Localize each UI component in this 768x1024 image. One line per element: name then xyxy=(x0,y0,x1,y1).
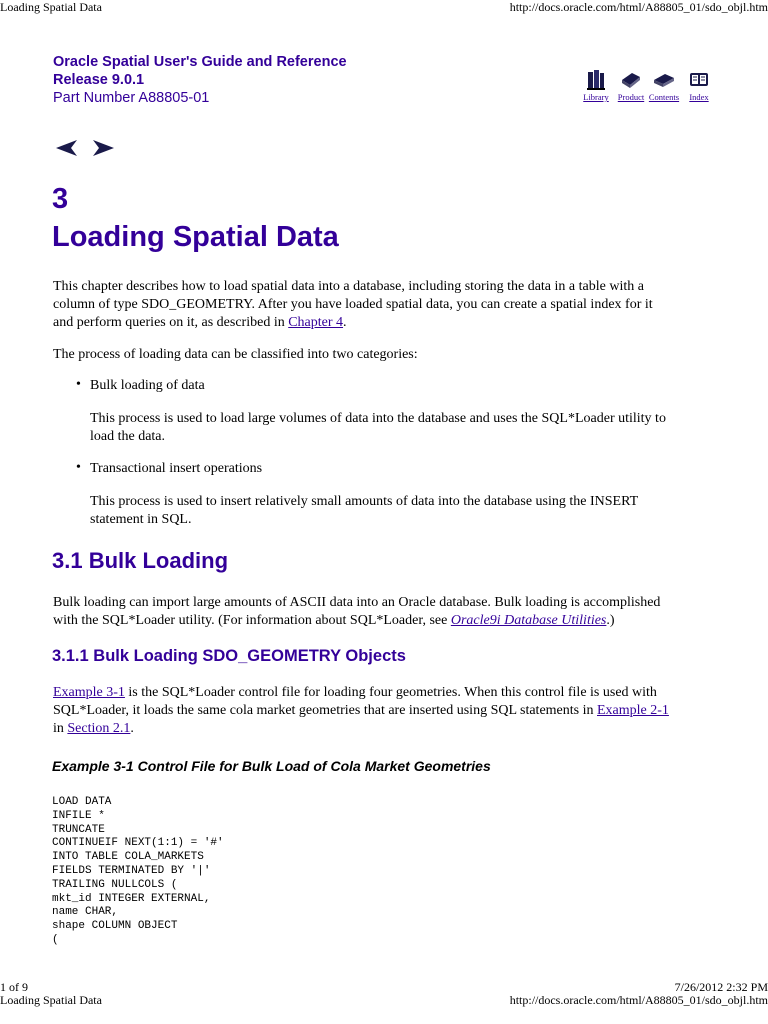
page-header-url: http://docs.oracle.com/html/A88805_01/sdo_objl.htm xyxy=(509,0,768,14)
section-2-1-link[interactable]: Section 2.1 xyxy=(67,721,131,736)
footer-page-number: 1 of 9 xyxy=(0,980,28,994)
bullet-dot: • xyxy=(76,460,81,475)
example-heading: Example 3-1 Control File for Bulk Load of Cola Market Geometries xyxy=(52,758,491,774)
categories-intro: The process of loading data can be classified into two categories: xyxy=(53,347,418,362)
contents-link[interactable] xyxy=(646,68,682,102)
arrow-right-icon xyxy=(89,138,115,158)
contents-book-icon xyxy=(652,68,676,90)
bullet-2-description: This process is used to insert relatively small amounts of data into the database using the INSERT statement in SQL. xyxy=(90,494,639,527)
arrow-left-icon xyxy=(55,138,81,158)
book-title-block xyxy=(53,53,347,107)
intro-line-3: and perform queries on it, as described in Chapter 4. xyxy=(53,315,347,330)
page-header-title: Loading Spatial Data xyxy=(0,0,102,14)
next-page-link[interactable] xyxy=(89,138,115,163)
index-label[interactable]: Index xyxy=(689,92,709,102)
database-utilities-link[interactable]: Oracle9i Database Utilities xyxy=(450,613,607,628)
example-2-1-link[interactable]: Example 2-1 xyxy=(597,703,669,718)
footer-datetime: 7/26/2012 2:32 PM xyxy=(674,980,768,994)
section-3-1-heading: 3.1 Bulk Loading xyxy=(52,548,229,573)
product-label[interactable]: Product xyxy=(617,92,645,102)
previous-page-link[interactable] xyxy=(55,138,81,163)
footer-url: http://docs.oracle.com/html/A88805_01/sdo_objl.htm xyxy=(509,993,768,1007)
library-icon xyxy=(585,68,607,90)
book-title: Oracle Spatial User's Guide and Reference xyxy=(53,54,347,70)
library-label[interactable]: Library xyxy=(583,92,609,102)
product-book-icon xyxy=(620,68,642,90)
book-part-number: Part Number A88805-01 xyxy=(53,90,210,106)
index-link[interactable] xyxy=(684,68,714,102)
nav-icons xyxy=(580,68,715,112)
section-3-1-1-heading: 3.1.1 Bulk Loading SDO_GEOMETRY Objects xyxy=(52,647,406,665)
page-nav-arrows xyxy=(55,138,115,163)
chapter-4-link[interactable]: Chapter 4 xyxy=(288,315,344,330)
bullet-1-description: This process is used to load large volumes of data into the database and uses the SQL*Loader utility to load the data. xyxy=(90,411,666,444)
chapter-number: 3 xyxy=(52,183,69,215)
bullet-dot: • xyxy=(76,377,81,392)
code-block: LOAD DATA INFILE * TRUNCATE CONTINUEIF NEXT(1:1) = '#' INTO TABLE COLA_MARKETS FIELDS TERMINATED BY '|' TRAILING NULLCOLS ( mkt_id INTEGER EXTERNAL, name CHAR, shape COLUMN OBJECT ( xyxy=(52,796,224,946)
intro-line-1: This chapter describes how to load spatial data into a database, including storing the data in a table with a xyxy=(53,279,644,294)
footer-title: Loading Spatial Data xyxy=(0,993,102,1007)
book-release: Release 9.0.1 xyxy=(53,72,145,88)
contents-label[interactable]: Contents xyxy=(648,92,680,102)
intro-line-2: column of type SDO_GEOMETRY. After you have loaded spatial data, you can create a spatial index for it xyxy=(53,297,653,312)
intro-paragraph xyxy=(53,278,653,332)
chapter-title: Loading Spatial Data xyxy=(52,221,339,253)
bullet-1-label: Bulk loading of data xyxy=(90,378,205,393)
library-link[interactable] xyxy=(580,68,612,102)
section-3-1-paragraph: Bulk loading can import large amounts of ASCII data into an Oracle database. Bulk loading is accomplished with the SQL*Loader utility. (For information about SQL*Loader, see Oracle9i Database Utilities.) xyxy=(53,595,661,628)
section-3-1-1-paragraph: Example 3-1 is the SQL*Loader control file for loading four geometries. When this control file is used with SQL*Loader, it loads the same cola market geometries that are inserted using SQL statements in Example 2-1 in Section 2.1. xyxy=(53,685,669,736)
bullet-2-label: Transactional insert operations xyxy=(90,461,263,476)
product-link[interactable] xyxy=(615,68,647,102)
example-3-1-link[interactable]: Example 3-1 xyxy=(53,685,125,700)
index-book-icon xyxy=(688,68,710,90)
